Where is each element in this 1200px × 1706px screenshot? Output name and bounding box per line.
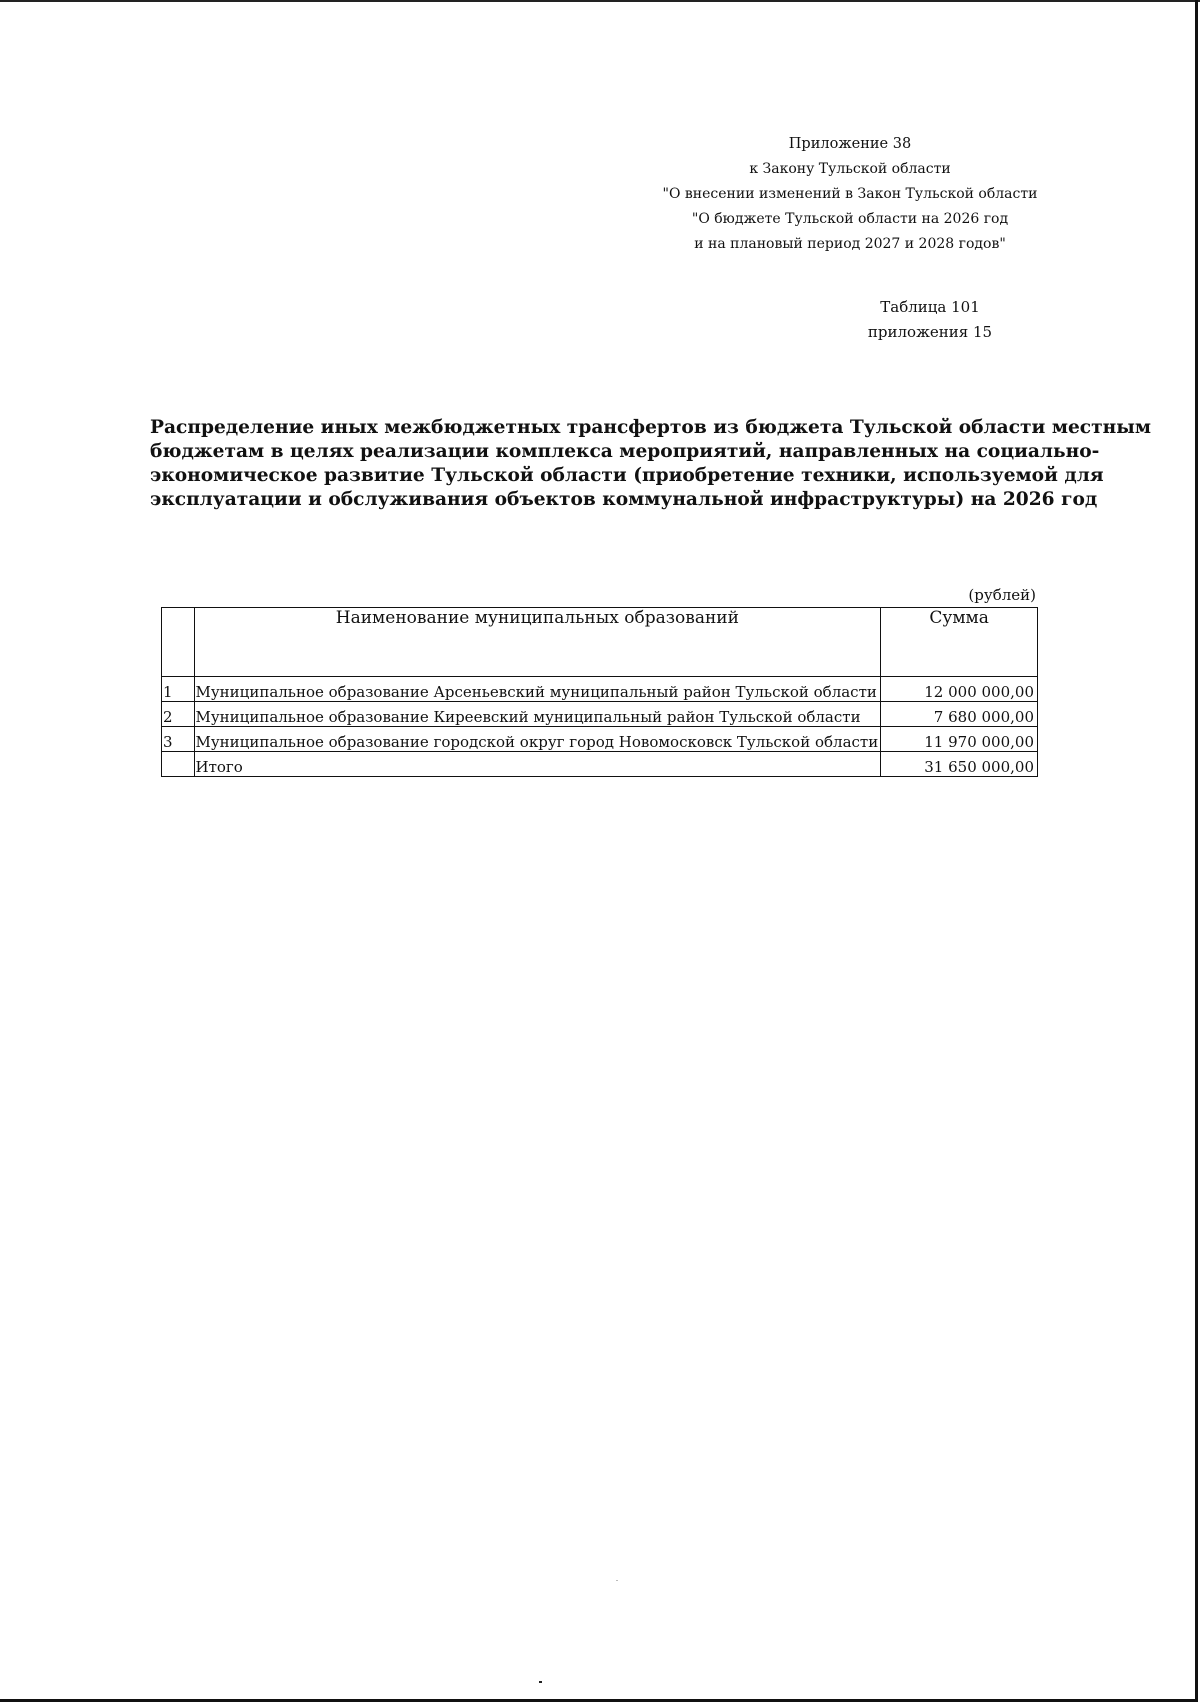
table-row bbox=[162, 702, 1038, 727]
header-name: Наименование муниципальных образований bbox=[194, 608, 881, 677]
appendix-number: приложения 15 bbox=[867, 323, 993, 341]
appendix-line: "О бюджете Тульской области на 2026 год bbox=[691, 211, 1009, 227]
scan-speck bbox=[616, 1580, 618, 1581]
row-number: 3 bbox=[162, 727, 195, 752]
units-label: (рублей) bbox=[968, 586, 1036, 604]
header-sum: Сумма bbox=[881, 608, 1038, 677]
table-row bbox=[162, 677, 1038, 702]
table-row bbox=[162, 727, 1038, 752]
allocation-table bbox=[161, 607, 1038, 777]
scan-speck bbox=[539, 1681, 542, 1683]
title-line: экономическое развитие Тульской области (приобретение техники, используемой для bbox=[150, 465, 1104, 486]
appendix-line: Приложение 38 bbox=[788, 136, 912, 152]
row-name: Муниципальное образование Арсеньевский муниципальный район Тульской области bbox=[194, 677, 881, 702]
row-sum: 12 000 000,00 bbox=[881, 677, 1038, 702]
row-sum: 11 970 000,00 bbox=[881, 727, 1038, 752]
row-number: 1 bbox=[162, 677, 195, 702]
row-sum: 7 680 000,00 bbox=[881, 702, 1038, 727]
total-label: Итого bbox=[194, 752, 881, 777]
table-header-row bbox=[162, 608, 1038, 677]
row-name: Муниципальное образование Киреевский муниципальный район Тульской области bbox=[194, 702, 881, 727]
row-name: Муниципальное образование городской округ город Новомосковск Тульской области bbox=[194, 727, 881, 752]
document-title bbox=[150, 416, 1152, 512]
total-sum: 31 650 000,00 bbox=[881, 752, 1038, 777]
row-number: 2 bbox=[162, 702, 195, 727]
appendix-line: к Закону Тульской области bbox=[749, 161, 951, 177]
table-reference bbox=[860, 295, 1000, 345]
total-row bbox=[162, 752, 1038, 777]
page-top-edge bbox=[0, 0, 1200, 2]
header-number bbox=[162, 608, 195, 677]
appendix-line: и на плановый период 2027 и 2028 годов" bbox=[694, 236, 1006, 252]
appendix-line: "О внесении изменений в Закон Тульской области bbox=[662, 186, 1038, 202]
table-number: Таблица 101 bbox=[880, 298, 980, 316]
row-number bbox=[162, 752, 195, 777]
title-line: бюджетам в целях реализации комплекса мероприятий, направленных на социально- bbox=[150, 441, 1100, 462]
title-line: Распределение иных межбюджетных трансфертов из бюджета Тульской области местным bbox=[150, 417, 1152, 438]
appendix-header bbox=[640, 132, 1060, 257]
title-line: эксплуатации и обслуживания объектов коммунальной инфраструктуры) на 2026 год bbox=[150, 489, 1098, 510]
